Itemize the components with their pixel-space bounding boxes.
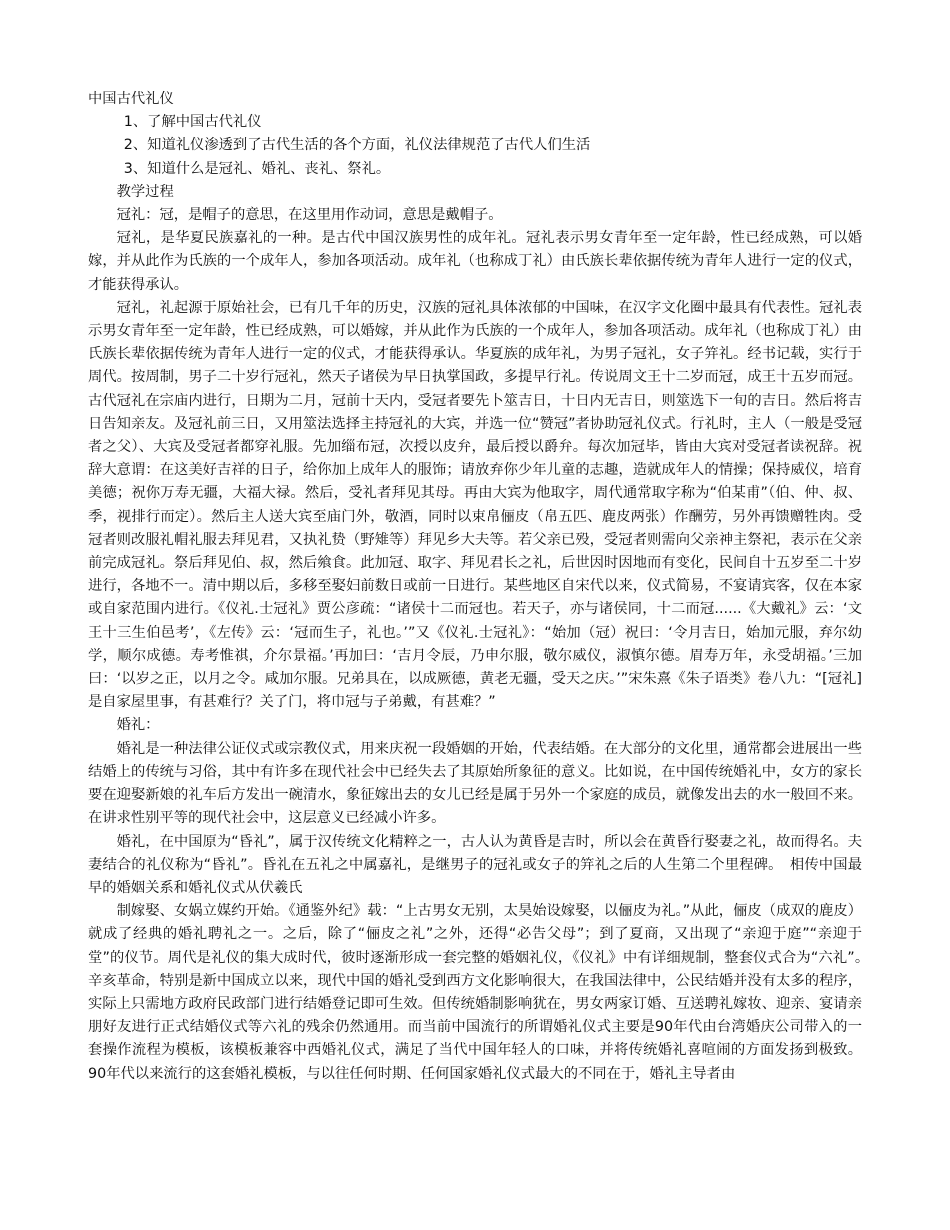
body-paragraph: 婚礼，在中国原为“昏礼”，属于汉传统文化精粹之一，古人认为黄昏是吉时，所以会在黄昏行娶妻之礼，故而得名。夫妻结合的礼仪称为“昏礼”。昏礼在五礼之中属嘉礼，是继男子的冠礼或女子的笄礼之后的人生第二个里程碑。 相传中国最早的婚姻关系和婚礼仪式从伏羲氏 (88, 833, 862, 896)
document-title: 中国古代礼仪 (88, 91, 174, 107)
body-paragraph: 冠礼，礼起源于原始社会，已有几千年的历史，汉族的冠礼具体浓郁的中国味，在汉字文化圈中最具有代表性。冠礼表示男女青年至一定年龄，性已经成熟，可以婚嫁，并从此作为氏族的一个成年人，参加各项活动。成年礼（也称成丁礼）由氏族长辈依据传统为青年人进行一定的仪式，才能获得承认。华夏族的成年礼，为男子冠礼，女子笄礼。经书记载，实行于周代。按周制，男子二十岁行冠礼，然天子诸侯为早日执掌国政，多提早行礼。传说周文王十二岁而冠，成王十五岁而冠。古代冠礼在宗庙内进行，日期为二月，冠前十天内，受冠者要先卜筮吉日，十日内无吉日，则筮选下一旬的吉日。然后将吉日告知亲友。及冠礼前三日，又用筮法选择主持冠礼的大宾，并选一位“赞冠”者协助冠礼仪式。行礼时，主人（一般是受冠者之父）、大宾及受冠者都穿礼服。先加缁布冠，次授以皮弁，最后授以爵弁。每次加冠毕，皆由大宾对受冠者读祝辞。祝辞大意谓：在这美好吉祥的日子，给你加上成年人的服饰；请放弃你少年儿童的志趣，造就成年人的情操；保持威仪，培育美德；祝你万寿无疆，大福大禄。然后，受礼者拜见其母。再由大宾为他取字，周代通常取字称为“伯某甫”（伯、仲、叔、季，视排行而定）。然后主人送大宾至庙门外，敬酒，同时以束帛俪皮（帛五匹、鹿皮两张）作酬劳，另外再馈赠牲肉。受冠者则改服礼帽礼服去拜见君，又执礼贽（野雉等）拜见乡大夫等。若父亲已殁，受冠者则需向父亲神主祭祀，表示在父亲前完成冠礼。祭后拜见伯、叔，然后飨食。此加冠、取字、拜见君长之礼，后世因时因地而有变化，民间自十五岁至二十岁进行，各地不一。清中期以后，多移至娶妇前数日或前一日进行。某些地区自宋代以来，仪式简易，不宴请宾客，仅在本家或自家范围内进行。《仪礼.士冠礼》贾公彦疏：“诸侯十二而冠也。若天子，亦与诸侯同，十二而冠......《大戴礼》云：‘文王十三生伯邑考’，《左传》云：‘冠而生子，礼也。’”又《仪礼.士冠礼》：“始加（冠）祝曰：‘令月吉日，始加元服，弃尔幼学，顺尔成德。寿考惟祺，介尔景福。’再加曰：‘吉月令辰，乃申尔服，敬尔威仪，淑慎尔德。眉寿万年，永受胡福。’三加曰：‘以岁之正，以月之令。咸加尔服。兄弟具在，以成厥德，黄老无疆，受天之庆。’”宋朱熹《朱子语类》卷八九：“[冠礼]是自家屋里事，有甚难行？关了门，将巾冠与子弟戴，有甚难？” (88, 299, 862, 711)
body-paragraph: 制嫁娶、女娲立媒约开始。《通鉴外纪》载：“上古男女无别，太昊始设嫁娶，以俪皮为礼。”从此，俪皮（成双的鹿皮）就成了经典的婚礼聘礼之一。之后，除了“俪皮之礼”之外，还得“必告父母”；到了夏商，又出现了“亲迎于庭”“亲迎于堂”的仪节。周代是礼仪的集大成时代，彼时逐渐形成一套完整的婚姻礼仪，《仪礼》中有详细规制，整套仪式合为“六礼”。 辛亥革命，特别是新中国成立以来，现代中国的婚礼受到西方文化影响很大，在我国法律中，公民结婚并没有太多的程序，实际上只需地方政府民政部门进行结婚登记即可生效。但传统婚制影响犹在，男女两家订婚、互送聘礼嫁妆、迎亲、宴请亲朋好友进行正式结婚仪式等六礼的残余仍然通用。而当前中国流行的所谓婚礼仪式主要是90年代由台湾婚庆公司带入的一套操作流程为模板，该模板兼容中西婚礼仪式，满足了当代中国年轻人的口味，并将传统婚礼喜喧闹的方面发扬到极致。90年代以来流行的这套婚礼模板，与以往任何时期、任何国家婚礼仪式最大的不同在于，婚礼主导者由 (88, 903, 877, 1082)
section-heading: 婚礼： (116, 717, 160, 734)
section-heading: 教学过程 (116, 183, 174, 200)
objective-item: 3、知道什么是冠礼、婚礼、丧礼、祭礼。 (123, 160, 391, 177)
body-paragraph: 冠礼：冠，是帽子的意思，在这里用作动词，意思是戴帽子。 (116, 207, 503, 224)
objective-item: 2、知道礼仪渗透到了古代生活的各个方面，礼仪法律规范了古代人们生活 (123, 137, 591, 154)
document-page (88, 88, 877, 1086)
objective-item: 1、了解中国古代礼仪 (123, 114, 262, 131)
body-paragraph: 婚礼是一种法律公证仪式或宗教仪式，用来庆祝一段婚姻的开始，代表结婚。在大部分的文化里，通常都会进展出一些结婚上的传统与习俗，其中有许多在现代社会中已经失去了其原始所象征的意义。比如说，在中国传统婚礼中，女方的家长要在迎娶新娘的礼车后方发出一碗清水，象征嫁出去的女儿已经是属于另外一个家庭的成员，就像发出去的水一般回不来。在讲求性别平等的现代社会中，这层意义已经减小许多。 (88, 740, 862, 827)
body-paragraph: 冠礼，是华夏民族嘉礼的一种。是古代中国汉族男性的成年礼。冠礼表示男女青年至一定年龄，性已经成熟，可以婚嫁，并从此作为氏族的一个成年人，参加各项活动。成年礼（也称成丁礼）由氏族长辈依据传统为青年人进行一定的仪式，才能获得承认。 (88, 230, 862, 293)
